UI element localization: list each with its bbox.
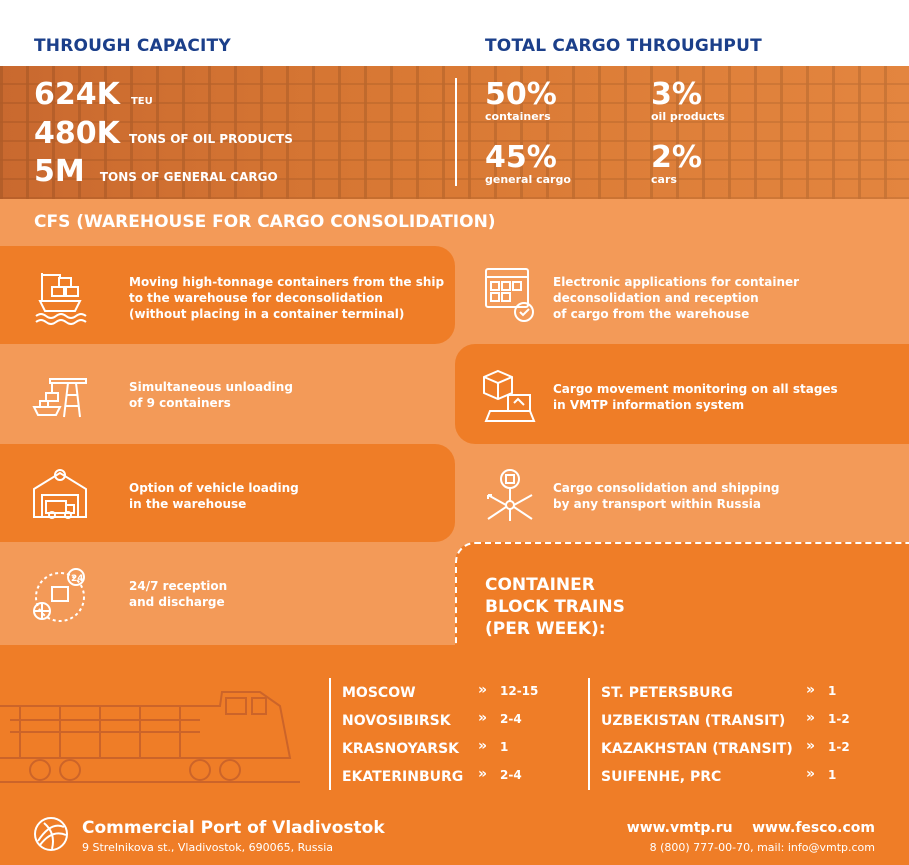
company-name: Commercial Port of Vladivostok [82, 818, 385, 838]
train-row: ST. PETERSBURG » 1 [601, 682, 837, 701]
train-row: NOVOSIBIRSK » 2-4 [342, 710, 522, 729]
globe-logo-icon [32, 815, 70, 853]
websites: www.vmtp.ru www.fesco.com [626, 820, 875, 836]
capacity-value: 624K [34, 77, 120, 112]
total-cargo-throughput-heading: TOTAL CARGO THROUGHPUT [485, 36, 762, 56]
capacity-value: 480K [34, 116, 120, 151]
throughput-pct: 50% [485, 77, 557, 112]
train-row: SUIFENHE, PRC » 1 [601, 766, 837, 785]
cfs-item-text: Moving high-tonnage containers from the ship to the warehouse for deconsolidation (without placing in a container terminal) [129, 275, 445, 321]
trains-divider [329, 678, 331, 790]
throughput-label: oil products [651, 110, 725, 123]
clock-24-icon [30, 565, 90, 625]
capacity-unit: TONS OF GENERAL CARGO [99, 170, 278, 184]
throughput-general [485, 140, 571, 186]
capacity-row-oil [34, 116, 293, 151]
capacity-unit: TONS OF OIL PRODUCTS [128, 132, 293, 146]
capacity-row-teu [34, 77, 153, 112]
web-application-icon [480, 265, 540, 325]
cfs-title: CFS (WAREHOUSE FOR CARGO CONSOLIDATION) [34, 212, 496, 232]
cfs-item-text: Electronic applications for container deconsolidation and reception of cargo from the warehouse [553, 275, 800, 321]
throughput-label: containers [485, 110, 551, 123]
capacity-unit: TEU [130, 96, 153, 107]
throughput-label: cars [651, 173, 677, 186]
cfs-item-text: Simultaneous unloading of 9 containers [129, 380, 293, 410]
throughput-pct: 2% [651, 140, 702, 175]
distribution-icon [480, 465, 540, 525]
throughput-oil [651, 77, 725, 123]
port-crane-icon [30, 365, 90, 425]
trains-right-list [601, 682, 901, 794]
through-capacity-heading: THROUGH CAPACITY [34, 36, 231, 56]
throughput-pct: 3% [651, 77, 702, 112]
throughput-label: general cargo [485, 173, 571, 186]
throughput-cars [651, 140, 702, 186]
trains-left-list [342, 682, 582, 794]
trains-divider [588, 678, 590, 790]
throughput-containers [485, 77, 557, 123]
train-row: UZBEKISTAN (TRANSIT) » 1-2 [601, 710, 850, 729]
capacity-row-general [34, 154, 278, 189]
locomotive-icon [0, 678, 300, 788]
cfs-item-text: Cargo movement monitoring on all stages in VMTP information system [553, 382, 838, 412]
block-trains-title: CONTAINER BLOCK TRAINS (PER WEEK): [485, 575, 625, 639]
cfs-item-text: 24/7 reception and discharge [129, 579, 228, 609]
train-row: MOSCOW » 12-15 [342, 682, 539, 701]
warehouse-truck-icon [30, 465, 90, 525]
ship-crane-icon [30, 265, 90, 325]
monitoring-icon [480, 365, 540, 425]
cfs-item-text: Cargo consolidation and shipping by any transport within Russia [553, 481, 780, 511]
svg-text:24: 24 [71, 574, 84, 584]
train-row: KRASNOYARSK » 1 [342, 738, 509, 757]
stats-divider [455, 78, 457, 186]
company-address: 9 Strelnikova st., Vladivostok, 690065, Russia [82, 841, 334, 854]
contacts: 8 (800) 777-00-70, mail: info@vmtp.com [649, 841, 875, 854]
throughput-pct: 45% [485, 140, 557, 175]
train-row: KAZAKHSTAN (TRANSIT) » 1-2 [601, 738, 850, 757]
capacity-value: 5M [34, 154, 85, 189]
train-row: EKATERINBURG » 2-4 [342, 766, 522, 785]
cfs-item-text: Option of vehicle loading in the warehouse [129, 481, 299, 511]
